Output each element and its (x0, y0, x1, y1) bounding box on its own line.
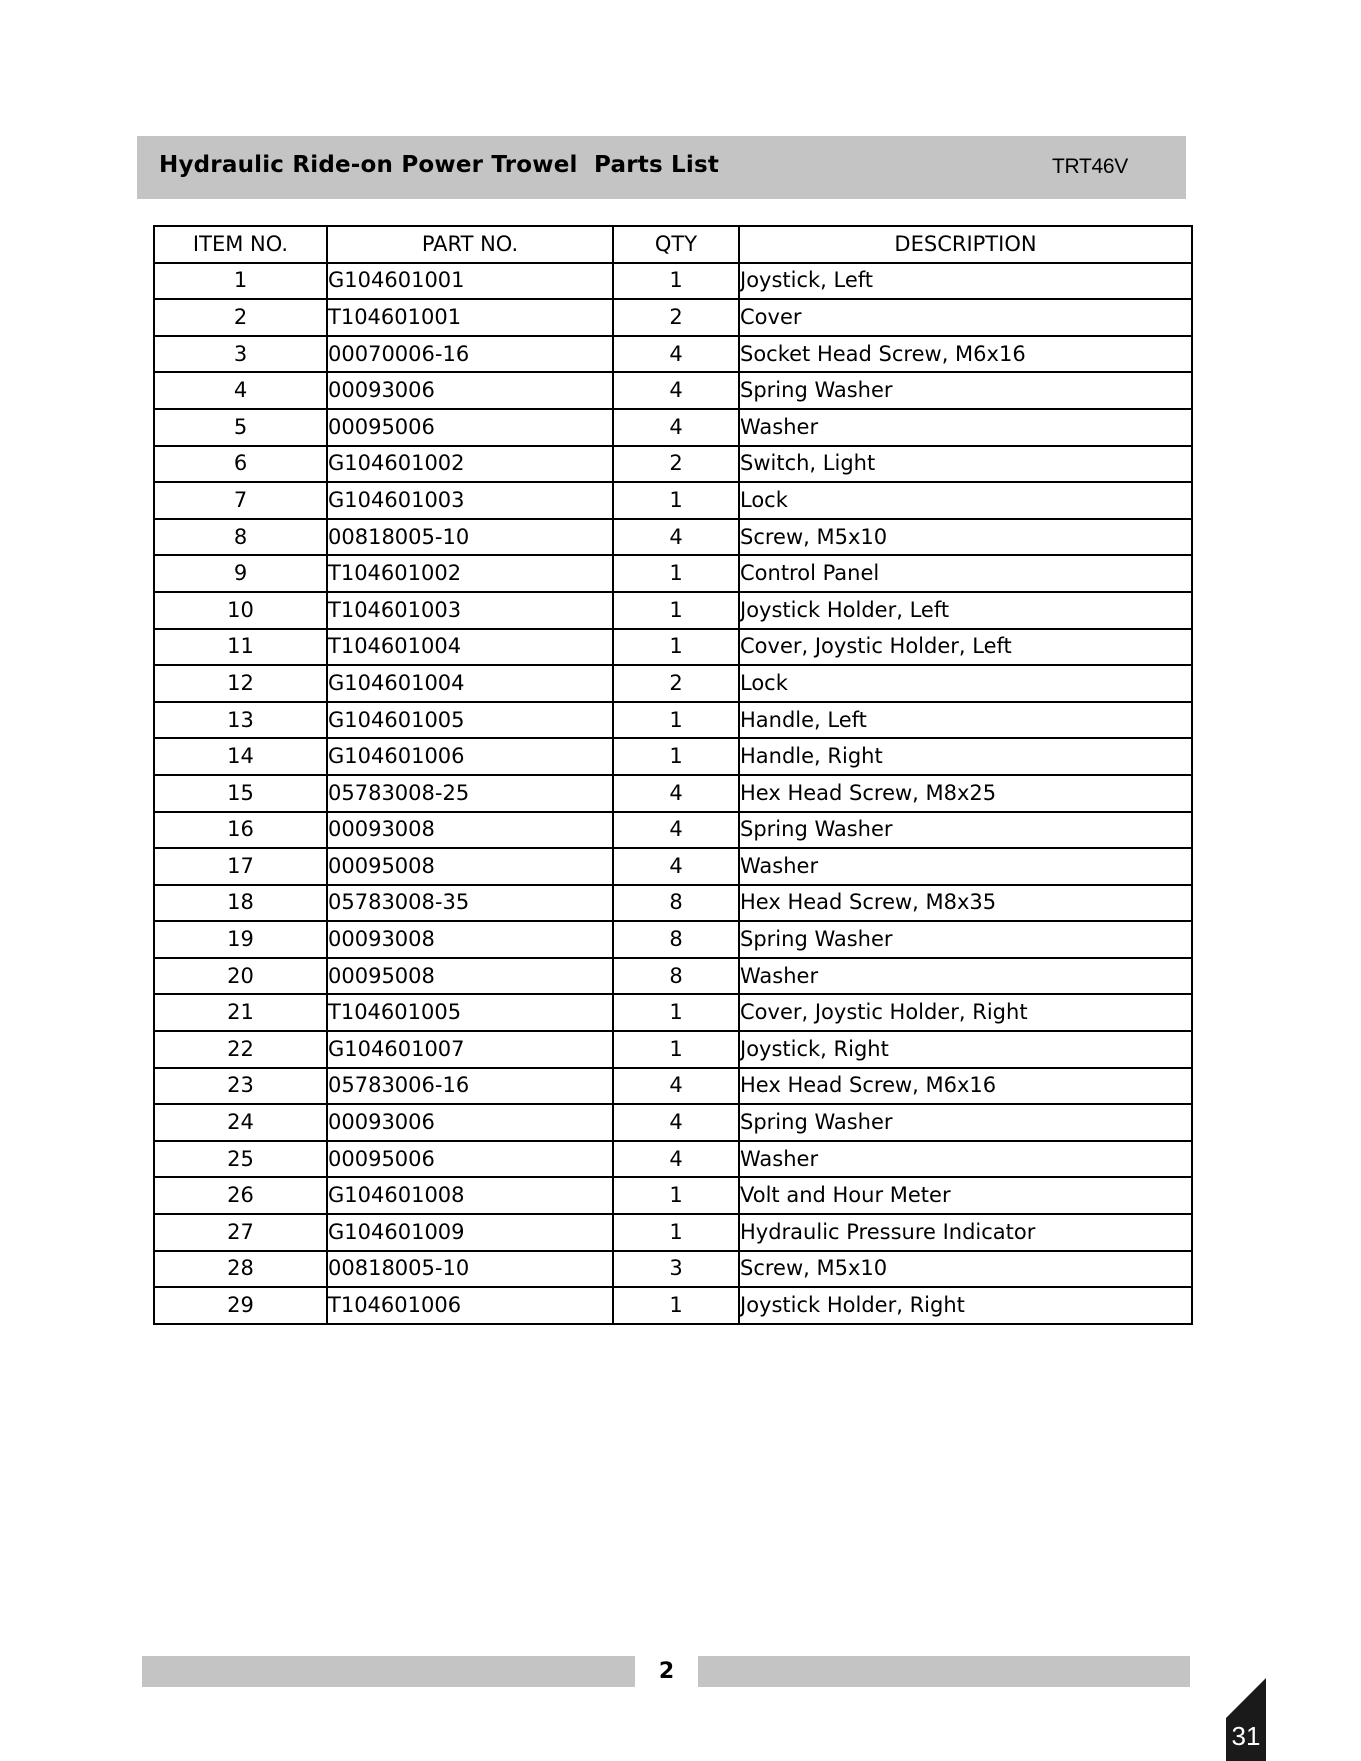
footer-bar-right (698, 1656, 1190, 1687)
part-no-cell: G104601007 (327, 1031, 613, 1068)
description-cell: Control Panel (739, 555, 1192, 592)
parts-table (153, 225, 1193, 1325)
header-band (137, 136, 1186, 199)
item-no-cell: 12 (154, 665, 327, 702)
qty-cell: 1 (613, 702, 739, 739)
item-no-cell: 18 (154, 885, 327, 922)
description-cell: Joystick Holder, Left (739, 592, 1192, 629)
table-row (154, 702, 1192, 739)
table-row (154, 665, 1192, 702)
column-header-description: DESCRIPTION (739, 226, 1192, 263)
qty-cell: 1 (613, 482, 739, 519)
part-no-cell: T104601004 (327, 629, 613, 666)
qty-cell: 1 (613, 1287, 739, 1324)
item-no-cell: 8 (154, 519, 327, 556)
table-row (154, 299, 1192, 336)
item-no-cell: 28 (154, 1251, 327, 1288)
description-cell: Handle, Right (739, 738, 1192, 775)
part-no-cell: G104601006 (327, 738, 613, 775)
part-no-cell: G104601003 (327, 482, 613, 519)
qty-cell: 4 (613, 336, 739, 373)
description-cell: Hex Head Screw, M8x25 (739, 775, 1192, 812)
column-header-item-no: ITEM NO. (154, 226, 327, 263)
qty-cell: 8 (613, 958, 739, 995)
table-row (154, 519, 1192, 556)
item-no-cell: 1 (154, 263, 327, 300)
part-no-cell: T104601003 (327, 592, 613, 629)
table-row (154, 336, 1192, 373)
table-row (154, 263, 1192, 300)
description-cell: Spring Washer (739, 1104, 1192, 1141)
table-row (154, 372, 1192, 409)
part-no-cell: 05783006-16 (327, 1068, 613, 1105)
qty-cell: 4 (613, 372, 739, 409)
column-header-part-no: PART NO. (327, 226, 613, 263)
description-cell: Cover, Joystic Holder, Right (739, 994, 1192, 1031)
table-row (154, 921, 1192, 958)
qty-cell: 8 (613, 921, 739, 958)
table-row (154, 446, 1192, 483)
part-no-cell: G104601004 (327, 665, 613, 702)
table-row (154, 1177, 1192, 1214)
item-no-cell: 26 (154, 1177, 327, 1214)
part-no-cell: 00095006 (327, 409, 613, 446)
qty-cell: 4 (613, 519, 739, 556)
qty-cell: 2 (613, 665, 739, 702)
page-title: Hydraulic Ride-on Power Trowel Parts List (159, 152, 720, 178)
description-cell: Washer (739, 848, 1192, 885)
table-row (154, 958, 1192, 995)
part-no-cell: T104601005 (327, 994, 613, 1031)
qty-cell: 4 (613, 1104, 739, 1141)
part-no-cell: T104601006 (327, 1287, 613, 1324)
item-no-cell: 5 (154, 409, 327, 446)
table-row (154, 409, 1192, 446)
description-cell: Handle, Left (739, 702, 1192, 739)
qty-cell: 2 (613, 446, 739, 483)
qty-cell: 3 (613, 1251, 739, 1288)
table-header-row (154, 226, 1192, 263)
table-row (154, 812, 1192, 849)
item-no-cell: 22 (154, 1031, 327, 1068)
part-no-cell: G104601008 (327, 1177, 613, 1214)
part-no-cell: G104601001 (327, 263, 613, 300)
part-no-cell: 00818005-10 (327, 519, 613, 556)
item-no-cell: 4 (154, 372, 327, 409)
description-cell: Spring Washer (739, 372, 1192, 409)
part-no-cell: 00093006 (327, 372, 613, 409)
part-no-cell: G104601002 (327, 446, 613, 483)
qty-cell: 1 (613, 1214, 739, 1251)
item-no-cell: 20 (154, 958, 327, 995)
description-cell: Screw, M5x10 (739, 1251, 1192, 1288)
description-cell: Screw, M5x10 (739, 519, 1192, 556)
part-no-cell: 05783008-25 (327, 775, 613, 812)
description-cell: Joystick, Left (739, 263, 1192, 300)
description-cell: Washer (739, 958, 1192, 995)
description-cell: Switch, Light (739, 446, 1192, 483)
item-no-cell: 27 (154, 1214, 327, 1251)
item-no-cell: 15 (154, 775, 327, 812)
part-no-cell: 00093006 (327, 1104, 613, 1141)
table-row (154, 1287, 1192, 1324)
table-row (154, 1251, 1192, 1288)
page-number: 2 (658, 1659, 675, 1684)
qty-cell: 4 (613, 848, 739, 885)
part-no-cell: 00070006-16 (327, 336, 613, 373)
item-no-cell: 10 (154, 592, 327, 629)
item-no-cell: 2 (154, 299, 327, 336)
part-no-cell: 00095006 (327, 1141, 613, 1178)
item-no-cell: 19 (154, 921, 327, 958)
table-row (154, 1031, 1192, 1068)
part-no-cell: 00093008 (327, 921, 613, 958)
part-no-cell: T104601002 (327, 555, 613, 592)
description-cell: Hex Head Screw, M8x35 (739, 885, 1192, 922)
description-cell: Spring Washer (739, 921, 1192, 958)
qty-cell: 4 (613, 812, 739, 849)
part-no-cell: G104601005 (327, 702, 613, 739)
item-no-cell: 14 (154, 738, 327, 775)
qty-cell: 8 (613, 885, 739, 922)
table-row (154, 848, 1192, 885)
item-no-cell: 21 (154, 994, 327, 1031)
qty-cell: 2 (613, 299, 739, 336)
item-no-cell: 16 (154, 812, 327, 849)
qty-cell: 1 (613, 592, 739, 629)
description-cell: Spring Washer (739, 812, 1192, 849)
table-row (154, 482, 1192, 519)
qty-cell: 1 (613, 555, 739, 592)
part-no-cell: G104601009 (327, 1214, 613, 1251)
description-cell: Volt and Hour Meter (739, 1177, 1192, 1214)
description-cell: Socket Head Screw, M6x16 (739, 336, 1192, 373)
item-no-cell: 13 (154, 702, 327, 739)
part-no-cell: 00095008 (327, 848, 613, 885)
qty-cell: 1 (613, 1177, 739, 1214)
description-cell: Hex Head Screw, M6x16 (739, 1068, 1192, 1105)
parts-table-body (154, 263, 1192, 1324)
description-cell: Cover (739, 299, 1192, 336)
part-no-cell: 00818005-10 (327, 1251, 613, 1288)
part-no-cell: 00095008 (327, 958, 613, 995)
description-cell: Cover, Joystic Holder, Left (739, 629, 1192, 666)
qty-cell: 4 (613, 409, 739, 446)
qty-cell: 1 (613, 263, 739, 300)
item-no-cell: 17 (154, 848, 327, 885)
qty-cell: 1 (613, 738, 739, 775)
qty-cell: 4 (613, 1068, 739, 1105)
qty-cell: 4 (613, 1141, 739, 1178)
corner-page-number: 31 (1231, 1721, 1261, 1751)
item-no-cell: 23 (154, 1068, 327, 1105)
item-no-cell: 7 (154, 482, 327, 519)
item-no-cell: 9 (154, 555, 327, 592)
description-cell: Hydraulic Pressure Indicator (739, 1214, 1192, 1251)
description-cell: Joystick Holder, Right (739, 1287, 1192, 1324)
footer-bar-left (142, 1656, 635, 1687)
qty-cell: 4 (613, 775, 739, 812)
qty-cell: 1 (613, 629, 739, 666)
qty-cell: 1 (613, 994, 739, 1031)
item-no-cell: 24 (154, 1104, 327, 1141)
table-row (154, 1104, 1192, 1141)
description-cell: Washer (739, 1141, 1192, 1178)
item-no-cell: 3 (154, 336, 327, 373)
item-no-cell: 6 (154, 446, 327, 483)
item-no-cell: 29 (154, 1287, 327, 1324)
table-row (154, 1068, 1192, 1105)
table-row (154, 738, 1192, 775)
description-cell: Washer (739, 409, 1192, 446)
description-cell: Lock (739, 482, 1192, 519)
table-row (154, 775, 1192, 812)
part-no-cell: 05783008-35 (327, 885, 613, 922)
description-cell: Joystick, Right (739, 1031, 1192, 1068)
item-no-cell: 25 (154, 1141, 327, 1178)
part-no-cell: 00093008 (327, 812, 613, 849)
table-row (154, 885, 1192, 922)
table-row (154, 629, 1192, 666)
description-cell: Lock (739, 665, 1192, 702)
table-row (154, 1214, 1192, 1251)
table-row (154, 994, 1192, 1031)
table-row (154, 555, 1192, 592)
model-number: TRT46V (1051, 155, 1128, 178)
qty-cell: 1 (613, 1031, 739, 1068)
column-header-qty: QTY (613, 226, 739, 263)
part-no-cell: T104601001 (327, 299, 613, 336)
table-row (154, 592, 1192, 629)
item-no-cell: 11 (154, 629, 327, 666)
table-row (154, 1141, 1192, 1178)
